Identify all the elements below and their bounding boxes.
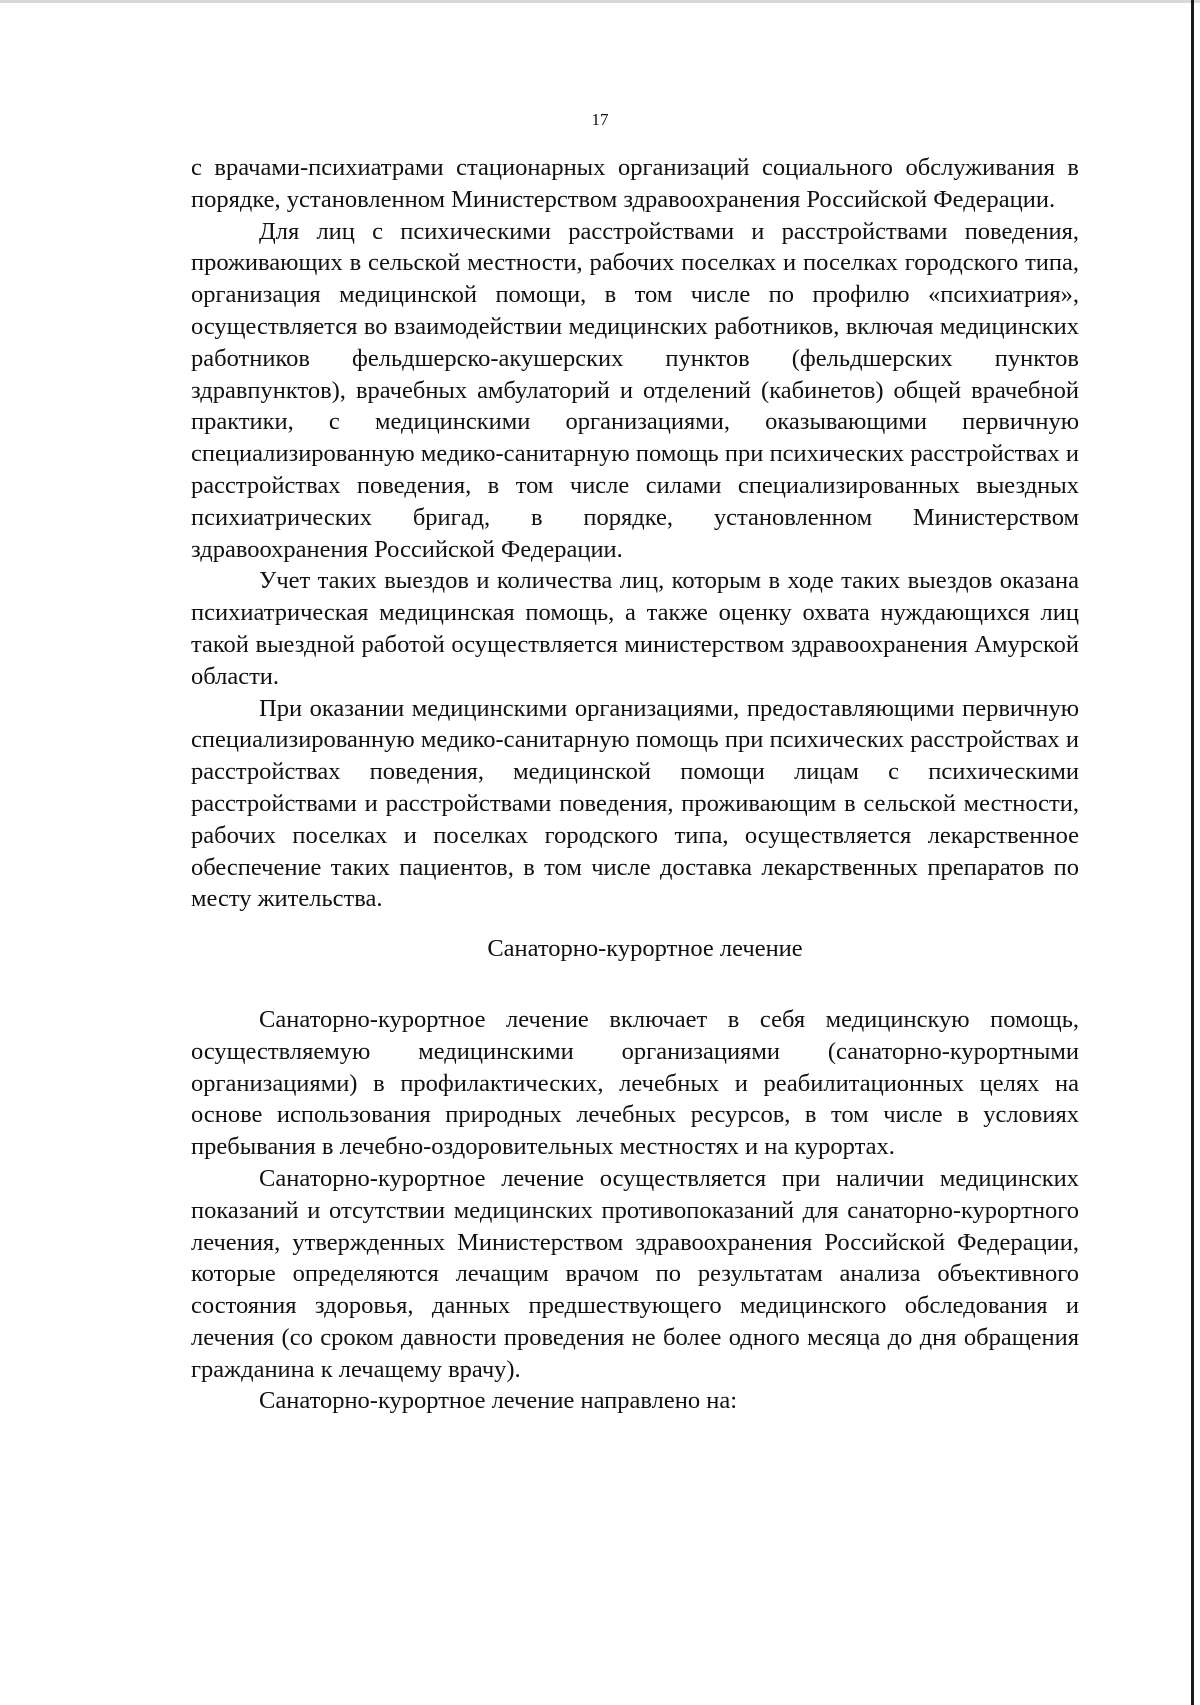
page-number: 17 bbox=[591, 110, 609, 129]
section-heading: Санаторно-курортное лечение bbox=[487, 935, 803, 963]
paragraph-continuation: с врачами-психиатрами стационарных организаций социального обслуживания в порядке, установленном Министерством здравоохранения Российской Федерации. bbox=[191, 154, 1079, 213]
paragraph-sanatorium-definition: Санаторно-курортное лечение включает в себя медицинскую помощь, осуществляемую медицинскими организациями (санаторно-курортными организациями) в профилактических, лечебных и реабилитационных целях на основе использования природных лечебных ресурсов, в том числе в условиях пребывания в лечебно-оздоровительных местностях и на курортах. bbox=[191, 1005, 1079, 1161]
scan-right-edge bbox=[1191, 0, 1194, 1705]
paragraph-drug-provision: При оказании медицинскими организациями, предоставляющими первичную специализированную медико-санитарную помощь при психических расстройствах и расстройствах поведения, медицинской помощи лицам с психическими расстройствами и расстройствами поведения, проживающим в сельской местности, рабочих поселках и поселках городского типа, осуществляется лекарственное обеспечение таких пациентов, в том числе доставка лекарственных препаратов по месту жительства. bbox=[191, 694, 1079, 913]
scan-top-edge bbox=[0, 0, 1200, 3]
paragraph-rural-psychiatric-care: Для лиц с психическими расстройствами и расстройствами поведения, проживающих в сельской местности, рабочих поселках и поселках городского типа, организация медицинской помощи, в том числе по профилю «психиатрия», осуществляется во взаимодействии медицинских работников, включая медицинских работников фельдшерско-акушерских пунктов (фельдшерских пунктов здравпунктов), врачебных амбулаторий и отделений (кабинетов) общей врачебной практики, с медицинскими организациями, оказывающими первичную специализированную медико-санитарную помощь при психических расстройствах и расстройствах поведения, в том числе силами специализированных выездных психиатрических бригад, в порядке, установленном Министерством здравоохранения Российской Федерации. bbox=[191, 217, 1079, 563]
paragraph-sanatorium-aims: Санаторно-курортное лечение направлено на: bbox=[259, 1387, 738, 1415]
paragraph-visit-accounting: Учет таких выездов и количества лиц, которым в ходе таких выездов оказана психиатрическая медицинская помощь, а также оценку охвата нуждающихся лиц такой выездной работой осуществляется министерством здравоохранения Амурской области. bbox=[191, 567, 1079, 690]
document-body bbox=[191, 152, 1079, 1417]
paragraph-sanatorium-indications: Санаторно-курортное лечение осуществляется при наличии медицинских показаний и отсутствии медицинских противопоказаний для санаторно-курортного лечения, утвержденных Министерством здравоохранения Российской Федерации, которые определяются лечащим врачом по результатам анализа объективного состояния здоровья, данных предшествующего медицинского обследования и лечения (со сроком давности проведения не более одного месяца до дня обращения гражданина к лечащему врачу). bbox=[191, 1164, 1079, 1383]
